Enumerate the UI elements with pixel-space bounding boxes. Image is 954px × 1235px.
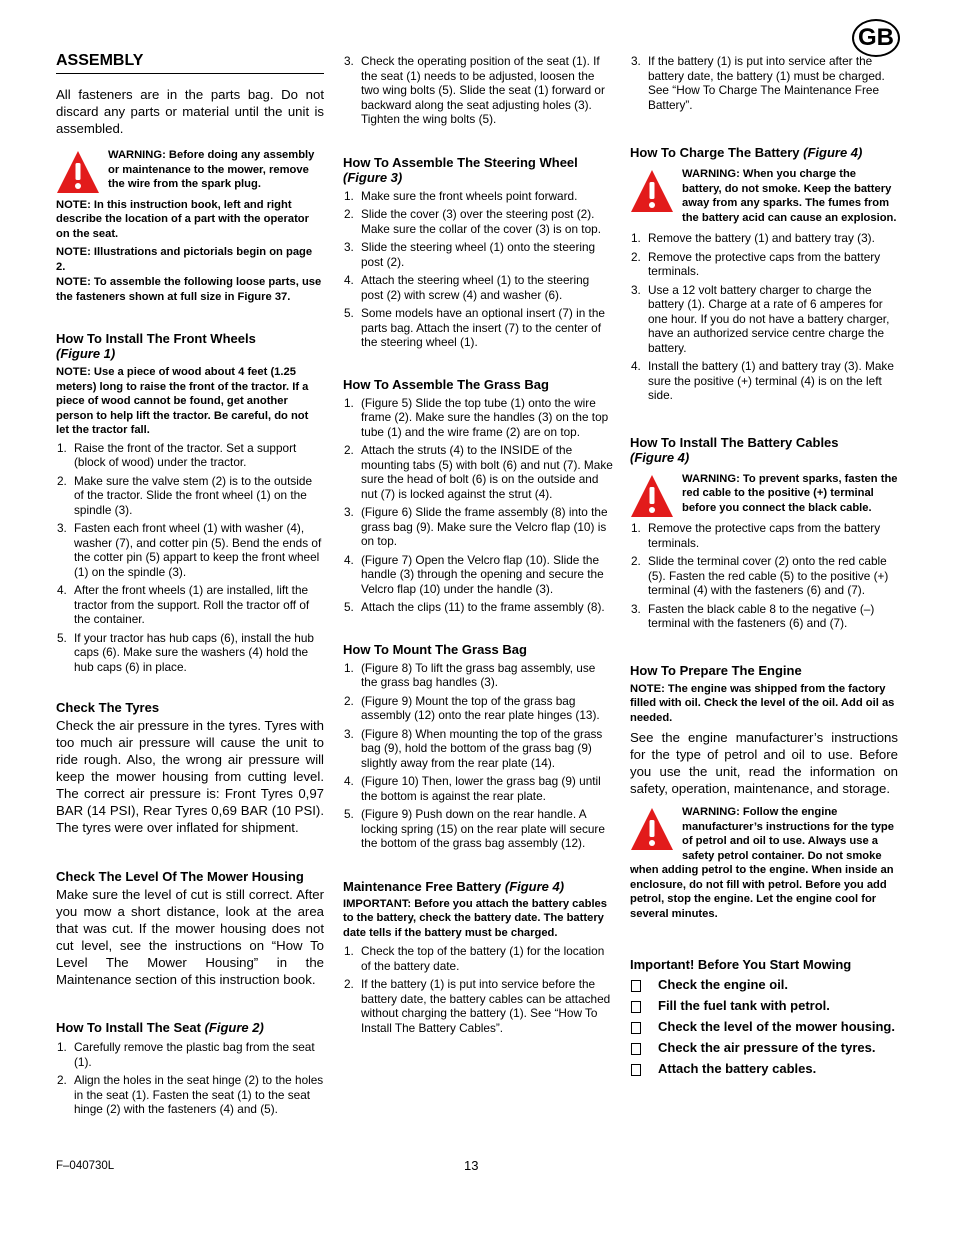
engine-text: See the engine manufacturer’s instructions for the type of petrol and oil to use. Before you use the unit, read the information on safety, operation, maintenance, and storage. <box>630 730 898 796</box>
heading-grass-bag: How To Assemble The Grass Bag <box>343 376 549 392</box>
warning-block <box>630 805 898 921</box>
warning-triangle-icon <box>56 150 100 194</box>
warning-block <box>630 472 898 516</box>
warning-triangle-icon <box>630 169 674 213</box>
figure-ref: (Figure 4) <box>504 878 565 894</box>
note: NOTE: Illustrations and pictorials begin on page 2. <box>56 246 313 273</box>
language-badge: GB <box>852 19 900 57</box>
warning-triangle-icon <box>630 807 674 851</box>
warning-block <box>630 167 898 225</box>
list-item: 2. Remove the protective caps from the battery terminals. <box>631 249 881 278</box>
checkbox-icon <box>631 1064 641 1076</box>
list-item: 5. Some models have an optional insert (7) in the parts bag. Attach the insert (7) to the center of the steering wheel (1). <box>344 306 605 349</box>
list-item: 2. (Figure 9) Mount the top of the grass bag assembly (12) onto the rear plate hinges (13). <box>344 693 600 722</box>
figure-ref: (Figure 2) <box>204 1020 264 1035</box>
list-item: 1. Check the top of the battery (1) for the location of the battery date. <box>344 944 605 973</box>
note: NOTE: The engine was shipped from the factory filled with oil. Check the level of the oil. Add oil as needed. <box>630 682 895 724</box>
list-item: 5. (Figure 9) Push down on the rear handle. A locking spring (15) on the rear plate will secure the bottom of the grass bag assembly (12). <box>344 807 605 850</box>
heading-before-mowing: Important! Before You Start Mowing <box>630 957 852 972</box>
list-item: 4. Attach the steering wheel (1) to the steering post (2) with screw (4) and washer (6). <box>344 273 590 302</box>
page-number: 13 <box>464 1158 479 1173</box>
checkbox-icon <box>631 1022 641 1034</box>
note: NOTE: In this instruction book, left and right describe the location of a part with the operator on the seat. <box>56 198 309 240</box>
note: NOTE: To assemble the following loose parts, use the fasteners shown at full size in Figure 37. <box>56 276 322 303</box>
heading-housing: Check The Level Of The Mower Housing <box>56 869 304 884</box>
list-item: 3. Fasten the black cable 8 to the negative (–) terminal with the fasteners (6) and (7). <box>631 601 875 630</box>
checklist-item: Fill the fuel tank with petrol. <box>630 998 898 1014</box>
list-item: 2. Slide the terminal cover (2) onto the red cable (5). Fasten the red cable (5) to the positive (+) terminal (4) with the fasteners (6) and (7). <box>631 554 889 597</box>
list-item: 3. Use a 12 volt battery charger to charge the battery (1). Charge at a rate of 6 amperes for one hour. If you do not have a battery charger, have an authorized service centre charge the battery. <box>631 282 890 355</box>
steps-steering <box>343 189 613 350</box>
heading-tyres: Check The Tyres <box>56 700 160 715</box>
heading-text: How To Install The Front Wheels <box>56 331 256 346</box>
list-item: 4. (Figure 7) Open the Velcro flap (10). Slide the handle (3) through the opening and secure the Velcro flap (10) under the handle (3). <box>344 552 604 596</box>
note: IMPORTANT: Before you attach the battery cables to the battery, check the battery date. The battery date tells if the battery must be charged. <box>343 897 607 939</box>
steps-mount <box>343 661 613 851</box>
checklist-item: Attach the battery cables. <box>630 1061 898 1077</box>
list-item: 2. Slide the cover (3) over the steering post (2). Make sure the collar of the cover (3) is on top. <box>344 207 601 236</box>
heading-text: How To Charge The Battery <box>630 145 800 160</box>
list-item: 5. If your tractor has hub caps (6), install the hub caps (6). Make sure the washers (4) hold the hub caps (6) in place. <box>57 630 314 674</box>
list-item: 1. (Figure 5) Slide the top tube (1) onto the wire frame (2). Make sure the handles (3) on the top tube (1) and the wire frame (2) are on top. <box>344 395 609 439</box>
housing-text: Make sure the level of cut is still correct. After you mow a short distance, look at the area that was cut. If the mower housing does not cut level, see the instructions on “How To Level The Mower Housing” in the Maintenance section of this instruction book. <box>56 887 324 987</box>
warning-text: WARNING: Before doing any assembly or maintenance to the mower, remove the wire from the spark plug. <box>108 149 315 190</box>
steps-front-wheels <box>56 441 324 675</box>
list-item: 2. Make sure the valve stem (2) is to the outside of the tractor. Slide the front wheel (1) on the spindle (3). <box>57 473 313 517</box>
list-item: 2. If the battery (1) is put into service before the battery date, the battery cables can be attached without charging the battery (1). See “How To Install The Battery Cables”. <box>344 977 611 1035</box>
list-item: 3. Fasten each front wheel (1) with washer (4), washer (7), and cotter pin (5). Bend the ends of the cotter pin (5) appart to keep the front wheel (1) on the spindle (3). <box>57 521 322 579</box>
list-item: 1. (Figure 8) To lift the grass bag assembly, use the grass bag handles (3). <box>344 660 596 689</box>
heading-text: How To Install The Battery Cables <box>630 434 839 450</box>
figure-ref: (Figure 3) <box>343 169 403 185</box>
list-item: 1. Make sure the front wheels point forward. <box>344 188 578 203</box>
list-item: 4. (Figure 10) Then, lower the grass bag (9) until the bottom is against the rear plate. <box>344 774 601 803</box>
figure-ref: (Figure 1) <box>56 346 116 361</box>
list-item: 3. (Figure 8) When mounting the top of the grass bag (9), hold the bottom of the grass bag (9) slightly away from the rear plate (14). <box>344 726 603 770</box>
list-item: 4. Install the battery (1) and battery tray (3). Make sure the positive (+) terminal (4) is on the left side. <box>631 359 894 402</box>
checkbox-icon <box>631 1043 641 1055</box>
tyres-text: Check the air pressure in the tyres. Tyres with too much air pressure will cause the unit to ride rough. Also, the wrong air pressure will keep the mower housing from cutting level. The correct air pressure is: Front Tyres 0,97 BAR (14 PSI), Rear Tyres 0,69 BAR (10 PSI). The tyres were over inflated for shipment. <box>56 718 324 835</box>
list-item: 5. Attach the clips (11) to the frame assembly (8). <box>344 600 605 614</box>
heading-text: Maintenance Free Battery <box>343 878 502 894</box>
list-item: 3. (Figure 6) Slide the frame assembly (8) into the grass bag (9). Make sure the Velcro flap (10) is on top. <box>344 505 608 548</box>
warning-text: WARNING: To prevent sparks, fasten the red cable to the positive (+) terminal before you connect the black cable. <box>682 472 898 514</box>
checklist <box>630 977 898 1077</box>
heading-text: How To Assemble The Steering Wheel <box>343 154 578 170</box>
note: NOTE: Use a piece of wood about 4 feet (1.25 meters) long to raise the front of the tractor. If a piece of wood cannot be found, get another person to help lift the tractor. Be careful, do not let the tractor fall. <box>56 366 309 436</box>
heading-seat <box>56 1020 324 1035</box>
heading-maintenance-free-battery <box>343 879 613 894</box>
list-item: 1. Carefully remove the plastic bag from the seat (1). <box>57 1040 315 1069</box>
figure-ref: (Figure 4) <box>803 145 863 160</box>
steps-charge <box>630 231 898 403</box>
heading-steering <box>343 155 613 185</box>
checklist-item: Check the engine oil. <box>630 977 898 993</box>
figure-ref: (Figure 4) <box>630 449 690 465</box>
heading-battery-cables <box>630 435 898 465</box>
list-item: 4. After the front wheels (1) are installed, lift the tractor from the support. Roll the tractor off of the container. <box>57 583 310 626</box>
document-code: F–040730L <box>56 1160 115 1172</box>
heading-front-wheels <box>56 331 324 361</box>
warning-text: WARNING: Follow the engine manufacturer’s instructions for the type of petrol and oil to use. Always use a safety petrol container. Do not smoke when adding petrol to the engine. When inside an enclosure, do not fill with petrol. Before you add petrol, stop the engine. Let the engine cool for several minutes. <box>630 806 894 920</box>
list-item: 2. Align the holes in the seat hinge (2) to the holes in the seat (1). Fasten the seat (1) to the seat hinge (2) with the fasteners (4) and (5). <box>57 1073 324 1116</box>
checklist-item: Check the air pressure of the tyres. <box>630 1040 898 1056</box>
checkbox-icon <box>631 1001 641 1013</box>
intro-text: All fasteners are in the parts bag. Do not discard any parts or material until the unit is assembled. <box>56 87 324 136</box>
heading-mount-grass-bag: How To Mount The Grass Bag <box>343 641 527 657</box>
column-3 <box>630 46 898 1077</box>
steps-cables <box>630 521 898 631</box>
checklist-item: Check the level of the mower housing. <box>630 1019 898 1035</box>
list-item: 3. If the battery (1) is put into service after the battery date, the battery (1) must be charged. See “How To Charge The Maintenance Free Battery”. <box>631 54 885 112</box>
steps-seat <box>56 1040 324 1117</box>
heading-text: How To Install The Seat <box>56 1020 201 1035</box>
warning-triangle-icon <box>630 474 674 518</box>
list-item: 2. Attach the struts (4) to the INSIDE of the mounting tabs (5) with bolt (6) and nut (7). Make sure the head of bolt (6) is on the outside and nut (7) is locked against the strut (4). <box>344 443 613 501</box>
warning-text: WARNING: When you charge the battery, do not smoke. Keep the battery away from any sparks. The fumes from the battery acid can cause an explosion. <box>682 168 897 224</box>
list-item: 1. Remove the protective caps from the battery terminals. <box>631 521 881 550</box>
section-title: ASSEMBLY <box>56 52 324 74</box>
list-item: 1. Remove the battery (1) and battery tray (3). <box>631 231 875 245</box>
checkbox-icon <box>631 980 641 992</box>
steps-grass-bag <box>343 396 613 615</box>
list-item: 1. Raise the front of the tractor. Set a support (block of wood) under the tractor. <box>57 440 297 469</box>
list-item: 3. Check the operating position of the seat (1). If the seat (1) needs to be adjusted, loosen the two wing bolts (5). Slide the seat (1) forward or backward along the seat adjusting holes (3). Tighten the wing bolts (5). <box>344 54 605 126</box>
list-item: 3. Slide the steering wheel (1) onto the steering post (2). <box>344 240 596 269</box>
column-2 <box>343 46 613 1035</box>
warning-block <box>56 148 324 192</box>
column-1 <box>56 46 324 1117</box>
steps-battery <box>343 944 613 1035</box>
heading-prepare-engine: How To Prepare The Engine <box>630 662 802 678</box>
heading-charge-battery <box>630 145 898 160</box>
